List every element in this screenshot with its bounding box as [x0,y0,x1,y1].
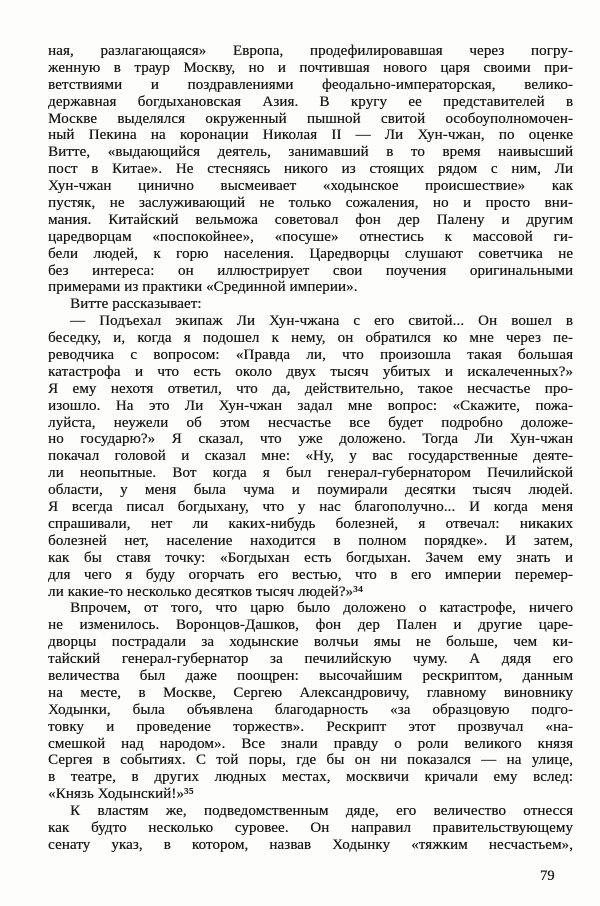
text-line: женную в траур Москву, но и почтившая нового царя своими при- [48,59,573,76]
text-line: Витте рассказывает: [70,296,202,313]
text-line: царедворцам «поспокойнее», «посуше» отнестись к массовой ги- [48,228,573,245]
text-line: области, у меня была чума и поумирали десятки тысяч людей. [48,482,573,499]
text-line: Я всегда писал богдыхану, что у нас благополучно... И когда меня [48,499,573,516]
text-line: ли какие-то несколько десятков тысяч людей?»³⁴ [48,583,364,600]
text-line: смешкой над народом». Все знали правду о роли великого князя [48,735,573,752]
text-line: Ходынки, была объявлена благодарность «за образцовую подго- [48,701,573,718]
text-line: К властям же, подведомственным дяде, его величество отнесся [70,803,573,820]
text-line: Москве выделялся окруженный пышной свитой особоуполномочен- [48,110,573,127]
text-line: для чего я буду огорчать его вестью, что в его империи перемер- [48,566,573,583]
text-line: болезней нет, население находится в полном порядке». И затем, [48,532,573,549]
text-line: величества был даже поощрен: высочайшим рескриптом, данным [48,667,573,684]
text-line: но государю?» Я сказал, что уже доложено. Тогда Ли Хун-чжан [48,431,573,448]
text-line: державная богдыхановская Азия. В кругу ее представителей в [48,93,573,110]
text-line: пустяк, не заслуживающий не только сожаления, но и просто вни- [48,195,573,212]
text-line: Впрочем, от того, что царю было доложено о катастрофе, ничего [70,600,573,617]
text-line: на месте, в Москве, Сергею Александровичу, главному виновнику [48,684,573,701]
text-line: как будто несколько суровее. Он направил правительствующему [48,819,573,836]
text-line: катастрофа и что есть около двух тысяч убитых и искалеченных?» [48,363,573,380]
text-line: ная, разлагающаяся» Европа, продефилировавшая через погру- [48,43,573,59]
text-line: ный Пекина на коронации Николая II — Ли Хун-чжан, по оценке [48,127,573,144]
text-line: Сергея в событиях. С той поры, где бы он ни показался — на улице, [48,752,573,769]
text-line: бели людей, к горю населения. Царедворцы слушают советчика не [48,245,573,262]
text-block [48,43,573,854]
text-line: пост в Китае». Не стесняясь никого из стоящих рядом с ним, Ли [48,161,573,178]
text-line: луйста, неужели об этом несчастье все будет подробно доложе- [48,414,573,431]
text-line: товку и проведение торжеств». Рескрипт этот прозвучал «на- [48,718,573,735]
text-line: без интереса: он иллюстрирует свои поучения оригинальными [48,262,573,279]
text-line: покачал головой и сказал мне: «Ну, у вас государственные деяте- [48,448,573,465]
text-line: дворцы пострадали за ходынские волчьи ямы не больше, чем ки- [48,634,573,651]
text-line: тайский генерал-губернатор за печилийскую чуму. А дядя его [48,651,573,668]
text-line: «Князь Ходынский!»³⁵ [48,786,194,803]
text-line: сенату указ, в котором, назвав Ходынку «тяжким несчастьем», [48,836,573,853]
text-line: — Подъехал экипаж Ли Хун-чжана с его свитой... Он вошел в [70,313,573,330]
text-line: не изменилось. Воронцов-Дашков, фон дер Пален и другие царе- [48,617,573,634]
text-line: Витте, «выдающийся деятель, занимавший в то время наивысший [48,144,573,161]
text-line: спрашивали, нет ли каких-нибудь болезней, я отвечал: никаких [48,515,573,532]
page-number: 79 [540,868,555,884]
text-line: в театре, в других людных местах, москвичи кричали ему вслед: [48,769,573,786]
text-line: Хун-чжан цинично высмеивает «ходынское происшествие» как [48,178,573,195]
text-line: как бы ставя точку: «Богдыхан есть богдыхан. Зачем ему знать и [48,549,573,566]
text-line: беседку, и, когда я подошел к нему, он обратился ко мне через пе- [48,330,573,347]
text-line: примерами из практики «Срединной империи». [48,279,358,296]
text-line: мания. Китайский вельможа советовал фон дер Палену и другим [48,211,573,228]
text-line: изошло. На это Ли Хун-чжан задал мне вопрос: «Скажите, пожа- [48,397,573,414]
text-line: ветствиями и поздравлениями феодально-императорская, велико- [48,76,573,93]
text-line: ли неопытные. Вот когда я был генерал-губернатором Печилийской [48,465,573,482]
text-line: Я ему нехотя ответил, что да, действительно, такое несчастье про- [48,380,573,397]
text-line: реводчика с вопросом: «Правда ли, что произошла такая большая [48,347,573,364]
